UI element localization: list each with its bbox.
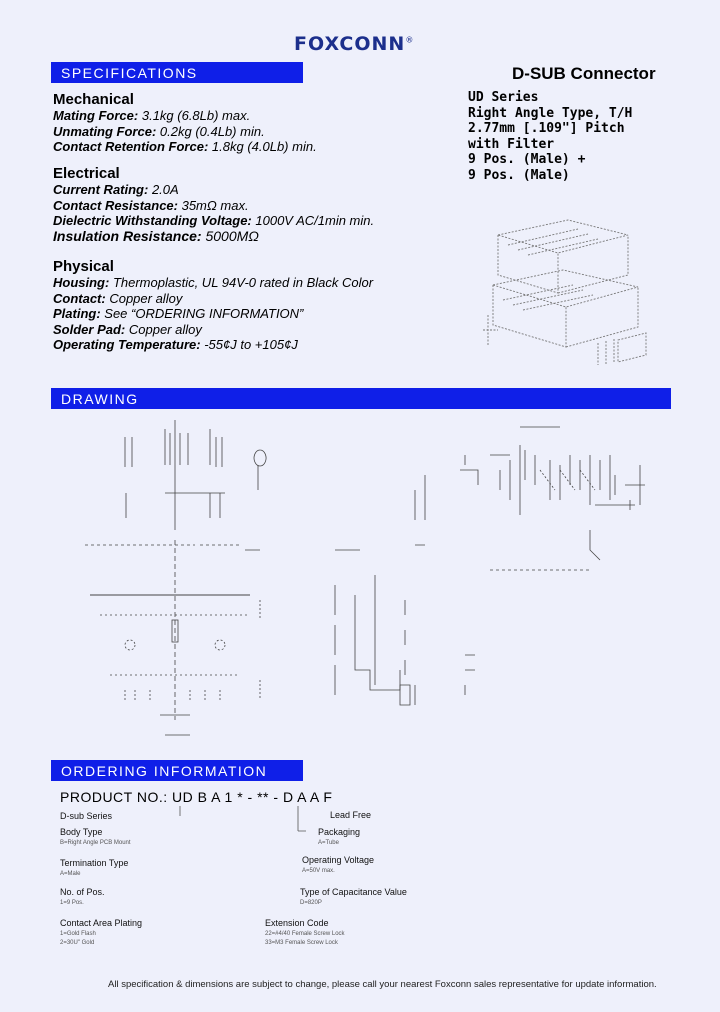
- order-label-extension-code: Extension Code: [265, 918, 329, 928]
- order-label-body-type: Body Type: [60, 827, 103, 837]
- spec-row: Contact Resistance: 35mΩ max.: [53, 197, 249, 213]
- order-code-screw-lock-m3: 33=M3 Female Screw Lock: [265, 940, 338, 946]
- spec-row: Contact Retention Force: 1.8kg (4.0Lb) min.: [53, 139, 317, 154]
- electrical-section: [53, 165, 374, 244]
- order-label-capacitance-type: Type of Capacitance Value: [300, 887, 407, 897]
- spec-row: Unmating Force: 0.2kg (0.4Lb) min.: [53, 123, 265, 139]
- order-code-gold-flash: 1=Gold Flash: [60, 931, 96, 937]
- mechanical-section: [53, 91, 317, 155]
- order-label-lead-free: Lead Free: [330, 810, 372, 820]
- physical-heading: Physical: [53, 258, 114, 275]
- order-label-dsub-series: D-sub Series: [60, 811, 113, 821]
- connector-isometric-image: [478, 215, 650, 375]
- product-number: PRODUCT NO.: UD B A 1 * - ** - D A A F: [60, 789, 333, 805]
- spec-row: Mating Force: 3.1kg (6.8Lb) max.: [53, 108, 251, 123]
- order-code-packaging: A=Tube: [318, 840, 339, 846]
- order-code-no-of-pos: 1=9 Pos.: [60, 900, 84, 906]
- order-label-contact-area-plating: Contact Area Plating: [60, 918, 143, 928]
- spec-row: Solder Pad: Copper alloy: [53, 321, 202, 337]
- physical-section: [53, 258, 373, 353]
- specifications-bar: SPECIFICATIONS: [51, 62, 303, 83]
- order-label-no-of-pos: No. of Pos.: [60, 887, 105, 897]
- order-label-termination-type: Termination Type: [60, 858, 129, 868]
- technical-drawing: [70, 415, 670, 755]
- order-code-operating-voltage: A=50V max.: [302, 868, 335, 874]
- series-description: UD Series Right Angle Type, T/H 2.77mm [.109"] Pitch with Filter 9 Pos. (Male) + 9 Pos. (Male): [468, 90, 633, 183]
- spec-row: Plating: See “ORDERING INFORMATION”: [53, 306, 304, 321]
- mechanical-heading: Mechanical: [53, 91, 134, 108]
- order-code-termination-type: A=Male: [60, 871, 81, 877]
- order-code-body-type: B=Right Angle PCB Mount: [60, 840, 131, 846]
- ordering-bar: ORDERING INFORMATION: [51, 760, 303, 781]
- ordering-leader-lines: [170, 804, 310, 834]
- electrical-heading: Electrical: [53, 165, 120, 182]
- drawing-bar: DRAWING: [51, 388, 671, 409]
- spec-row: Contact: Copper alloy: [53, 290, 183, 306]
- order-label-packaging: Packaging: [318, 827, 361, 837]
- spec-row: Operating Temperature: -55¢J to +105¢J: [53, 337, 298, 352]
- order-code-capacitance: D=820P: [300, 900, 322, 906]
- spec-row: Insulation Resistance: 5000MΩ: [53, 227, 259, 244]
- spec-row: Housing: Thermoplastic, UL 94V-0 rated in Black Color: [53, 275, 374, 290]
- foxconn-logo: FOXCONN®: [294, 33, 415, 55]
- footer-disclaimer: All specification & dimensions are subject to change, please call your nearest Foxconn sales representative for update information.: [108, 979, 657, 990]
- order-code-screw-lock-440: 22=#4/40 Female Screw Lock: [265, 931, 345, 937]
- spec-row: Current Rating: 2.0A: [53, 182, 179, 197]
- order-code-gold-30u: 2=30U" Gold: [60, 940, 95, 946]
- order-label-operating-voltage: Operating Voltage: [302, 855, 375, 865]
- product-title: D-SUB Connector: [512, 64, 656, 83]
- spec-row: Dielectric Withstanding Voltage: 1000V AC/1min min.: [53, 213, 375, 228]
